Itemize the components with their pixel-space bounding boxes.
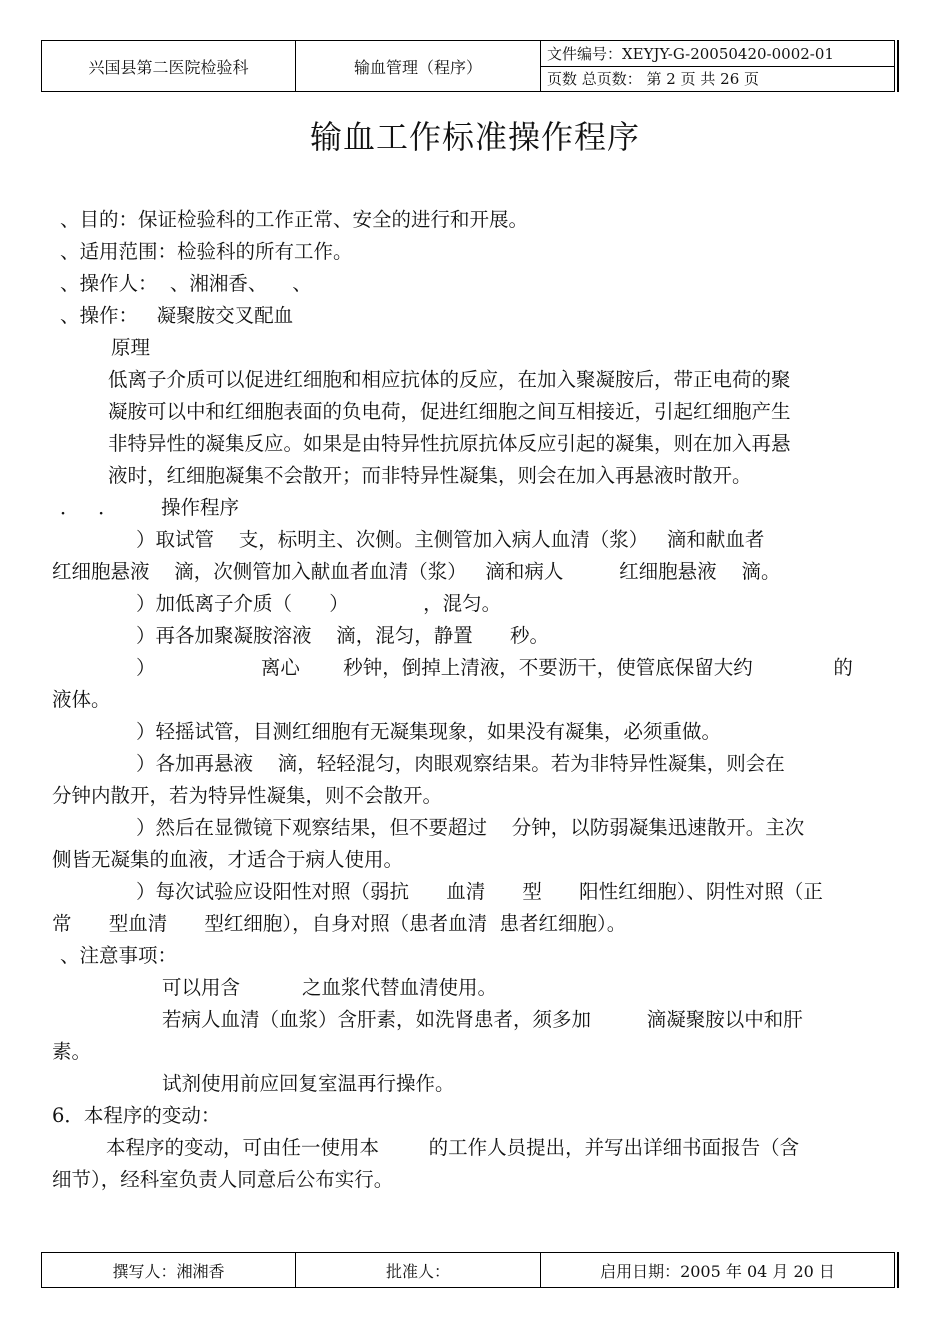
text-line: ）取试管 支，标明主、次侧。主侧管加入病人血清（浆） 滴和献血者 xyxy=(136,528,765,551)
text-line: 分钟内散开，若为特异性凝集，则不会散开。 xyxy=(52,784,443,807)
text-line: 细节），经科室负责人同意后公布实行。 xyxy=(52,1168,394,1191)
text-line: 、适用范围：检验科的所有工作。 xyxy=(60,240,353,263)
footer-double-border xyxy=(897,1252,899,1288)
text-line: 、注意事项： xyxy=(60,944,178,967)
text-line: ）每次试验应设阳性对照（弱抗 血清 型 阳性红细胞）、阴性对照（正 xyxy=(136,880,823,903)
footer-table xyxy=(41,1252,895,1288)
header-file-no: 文件编号：XEYJY-G-20050420-0002-01 xyxy=(541,41,894,67)
text-line: ）加低离子介质（ ） ，混匀。 xyxy=(136,592,502,615)
text-line: 、操作： 凝聚胺交叉配血 xyxy=(60,304,294,327)
text-line: 常 型血清 型红细胞），自身对照（患者血清 患者红细胞）。 xyxy=(52,912,627,935)
text-line: 液时，红细胞凝集不会散开；而非特异性凝集，则会在加入再悬液时散开。 xyxy=(108,464,752,487)
text-line: ）各加再悬液 滴，轻轻混匀，肉眼观察结果。若为非特异性凝集，则会在 xyxy=(136,752,785,775)
header-table xyxy=(41,40,895,92)
header-dept: 兴国县第二医院检验科 xyxy=(42,41,296,91)
text-line: 可以用含 之血浆代替血清使用。 xyxy=(162,976,497,999)
text-line: 若病人血清（血浆）含肝素，如洗肾患者，须多加 滴凝聚胺以中和肝 xyxy=(162,1008,803,1031)
text-line: 非特异性的凝集反应。如果是由特异性抗原抗体反应引起的凝集，则在加入再悬 xyxy=(108,432,791,455)
footer-approver: 批准人： xyxy=(296,1253,541,1287)
text-line: ）再各加聚凝胺溶液 滴，混匀，静置 秒。 xyxy=(136,624,549,647)
header-double-border xyxy=(897,40,899,92)
text-line: ． ． 操作程序 xyxy=(60,496,239,519)
text-line: ）轻摇试管，目测红细胞有无凝集现象，如果没有凝集，必须重做。 xyxy=(136,720,722,743)
text-line: 、目的：保证检验科的工作正常、安全的进行和开展。 xyxy=(60,208,529,231)
text-line: ）然后在显微镜下观察结果，但不要超过 分钟，以防弱凝集迅速散开。主次 xyxy=(136,816,805,839)
text-line: 6．本程序的变动： xyxy=(52,1104,221,1127)
text-line: 凝胺可以中和红细胞表面的负电荷，促进红细胞之间互相接近，引起红细胞产生 xyxy=(108,400,791,423)
text-line: 低离子介质可以促进红细胞和相应抗体的反应，在加入聚凝胺后，带正电荷的聚 xyxy=(108,368,791,391)
text-line: ） 离心 秒钟，倒掉上清液，不要沥干，使管底保留大约 的 xyxy=(136,656,853,679)
header-meta xyxy=(541,41,894,91)
text-line: 侧皆无凝集的血液，才适合于病人使用。 xyxy=(52,848,404,871)
page-title: 输血工作标准操作程序 xyxy=(309,118,640,156)
text-line: 素。 xyxy=(52,1040,92,1063)
text-line: 本程序的变动，可由任一使用本 的工作人员提出，并写出详细书面报告（含 xyxy=(106,1136,800,1159)
footer-date: 启用日期：2005 年 04 月 20 日 xyxy=(600,1261,835,1281)
text-line: 原理 xyxy=(111,336,151,359)
header-page-info: 页数 总页数： 第 2 页 共 26 页 xyxy=(547,70,760,89)
text-line: 、操作人： 、湘湘香、 、 xyxy=(60,272,312,295)
header-category: 输血管理（程序） xyxy=(296,41,541,91)
text-line: 试剂使用前应回复室温再行操作。 xyxy=(162,1072,455,1095)
text-line: 红细胞悬液 滴，次侧管加入献血者血清（浆） 滴和病人 红细胞悬液 滴。 xyxy=(52,560,781,583)
text-line: 液体。 xyxy=(52,688,111,711)
footer-author: 撰写人：湘湘香 xyxy=(42,1253,296,1287)
